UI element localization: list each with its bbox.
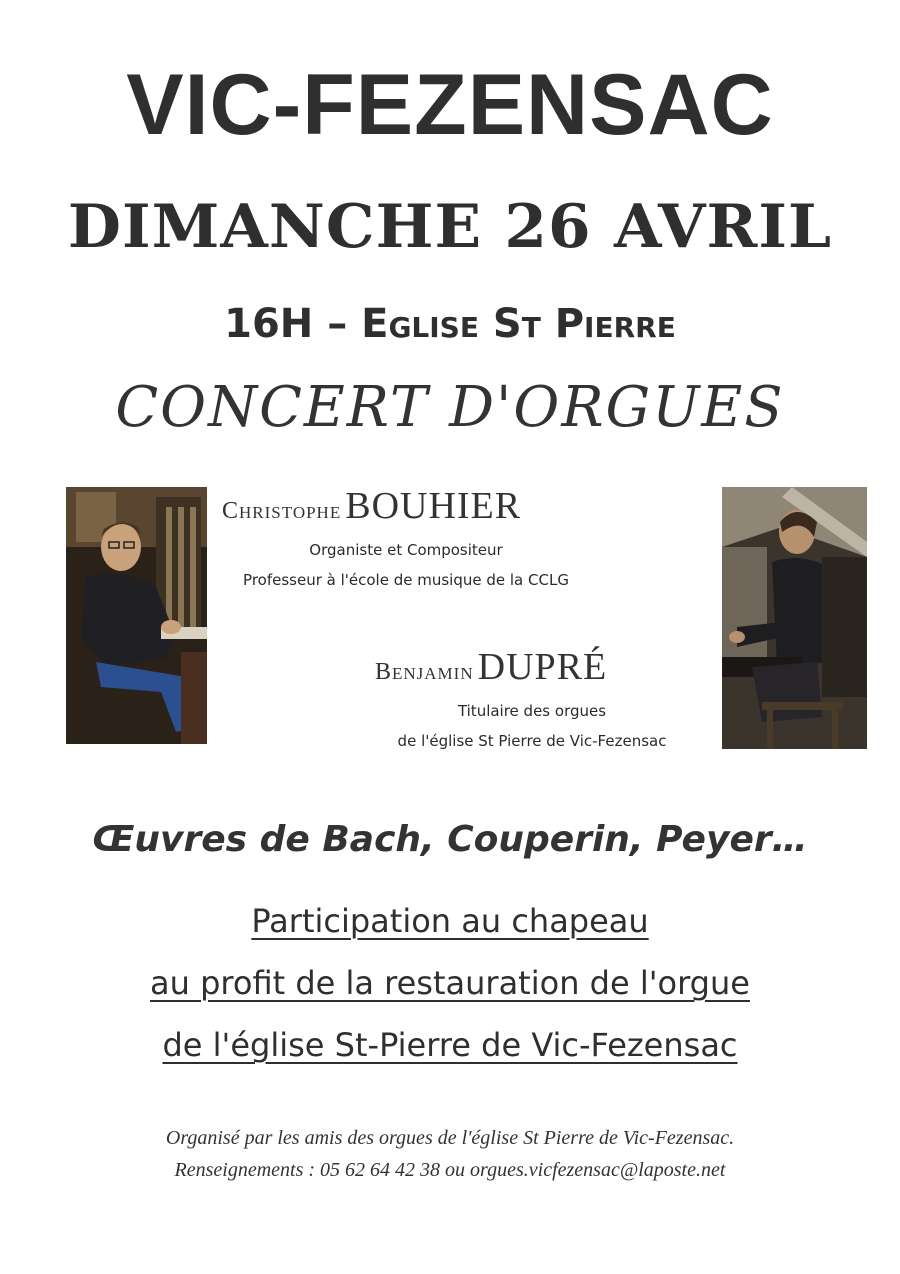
contact-line: Renseignements : 05 62 64 42 38 ou orgues.vicfezensac@laposte.net bbox=[174, 1159, 726, 1181]
organizer-line: Organisé par les amis des orgues de l'église St Pierre de Vic-Fezensac. bbox=[165, 1127, 735, 1149]
event-title: CONCERT D'ORGUES bbox=[115, 375, 785, 440]
performer-1-name bbox=[222, 487, 521, 525]
performer-1-last-name: BOUHIER bbox=[345, 485, 522, 527]
organist-dupre-photo bbox=[722, 487, 867, 749]
performer-2-role: de l'église St Pierre de Vic-Fezensac bbox=[397, 732, 667, 750]
performer-1-role: Professeur à l'école de musique de la CCLG bbox=[243, 571, 569, 589]
event-time-place: 16H – Eglise St Pierre bbox=[224, 301, 676, 347]
benefit-line: de l'église St-Pierre de Vic-Fezensac bbox=[162, 1026, 738, 1064]
event-date: DIMANCHE 26 AVRIL bbox=[67, 192, 833, 262]
performer-2-name bbox=[375, 648, 607, 686]
performer-2-last-name: DUPRÉ bbox=[477, 646, 608, 688]
organist-bouhier-photo bbox=[66, 487, 207, 744]
benefit-line: au profit de la restauration de l'orgue bbox=[150, 964, 750, 1002]
poster-town-title: VIC-FEZENSAC bbox=[126, 57, 774, 153]
benefit-line: Participation au chapeau bbox=[251, 902, 649, 940]
performer-2-first-name: Benjamin bbox=[375, 659, 474, 685]
performer-2-role: Titulaire des orgues bbox=[457, 702, 607, 720]
works-program: Œuvres de Bach, Couperin, Peyer… bbox=[92, 819, 808, 860]
performer-1-role: Organiste et Compositeur bbox=[309, 541, 503, 559]
performer-1-first-name: Christophe bbox=[222, 498, 342, 524]
